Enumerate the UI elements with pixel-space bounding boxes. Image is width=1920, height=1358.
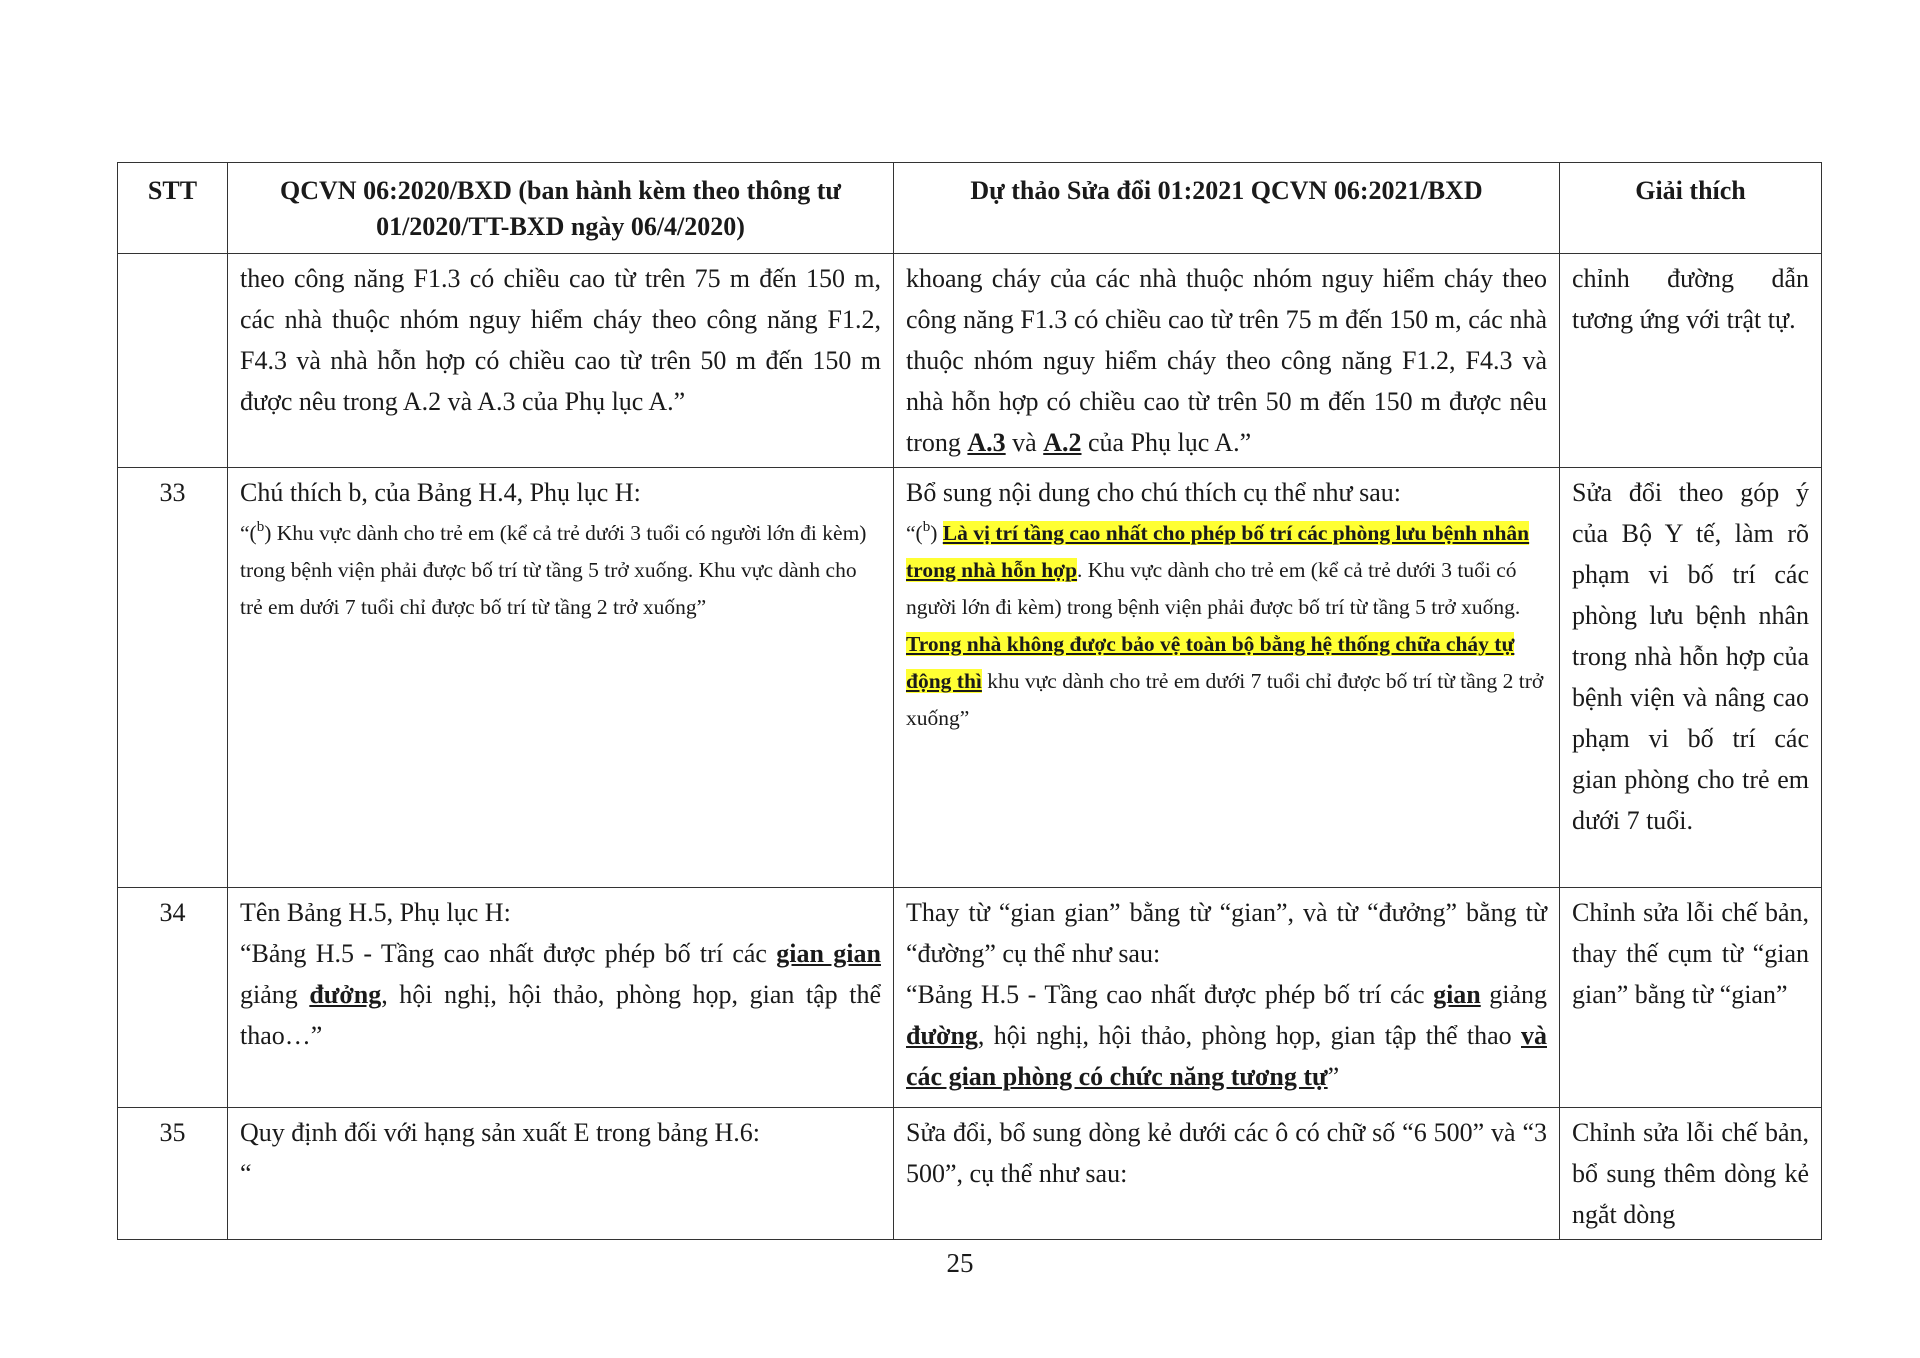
new-text-title: Bổ sung nội dung cho chú thích cụ thể như sau:: [906, 478, 1402, 507]
highlighted-addition: Là vị trí tầng cao nhất cho phép bố trí các phòng lưu bệnh nhân trong nhà hỗn hợp: [906, 521, 1530, 582]
old-text: theo công năng F1.3 có chiều cao từ trên 75 m đến 150 m, các nhà thuộc nhóm nguy hiểm cháy theo công năng F1.2, F4.3 và nhà hỗn hợp có chiều cao từ trên 50 m đến 150 m được nêu trong A.2 và A.3 của Phụ lục A.”: [240, 264, 881, 416]
superscript: b: [256, 518, 265, 535]
header-stt: STT: [118, 163, 228, 254]
text: “Bảng H.5 - Tầng cao nhất được phép bố trí các: [240, 939, 777, 968]
new-text: khoang cháy của các nhà thuộc nhóm nguy hiểm cháy theo công năng F1.3 có chiều cao từ trên 75 m đến 150 m, các nhà thuộc nhóm nguy hiểm cháy theo công năng F1.2, F4.3 và nhà hỗn hợp có chiều cao từ trên 50 m đến 150 m được nêu trong: [906, 264, 1547, 457]
highlighted-addition: Trong nhà không được bảo vệ toàn bộ bằng hệ thống chữa cháy tự động thì: [906, 632, 1515, 693]
table-row-34: [118, 888, 1822, 1108]
explanation-text: Chỉnh sửa lỗi chế bản, bổ sung thêm dòng kẻ ngắt dòng: [1572, 1118, 1809, 1229]
text: giảng: [1480, 980, 1547, 1009]
text: ) Khu vực dành cho trẻ em (kể cả trẻ dưới 3 tuổi có người lớn đi kèm) trong bệnh viện phải được bố trí từ tầng 5 trở xuống. Khu vực dành cho trẻ em dưới 7 tuổi chỉ được bố trí từ tầng 2 trở xuống”: [240, 521, 867, 619]
old-text-title: Tên Bảng H.5, Phụ lục H:: [240, 898, 511, 927]
new-text-cell: [894, 254, 1560, 468]
new-text-ref-a2: A.2: [1043, 428, 1082, 457]
page-number: 25: [946, 1248, 974, 1278]
underlined-term: đường: [906, 1021, 978, 1050]
text: , hội nghị, hội thảo, phòng họp, gian tập thể thao: [977, 1021, 1521, 1050]
revision-table: [117, 162, 1822, 1240]
text: “(: [240, 521, 257, 545]
underlined-addition: và các gian phòng có chức năng tương tự: [906, 1021, 1547, 1091]
old-text-title: Chú thích b, của Bảng H.4, Phụ lục H:: [240, 478, 641, 507]
text: , hội nghị, hội thảo, phòng họp, gian tập thể thao…”: [240, 980, 881, 1050]
new-text: của Phụ lục A.”: [1081, 428, 1252, 457]
new-text: [906, 974, 1547, 1097]
old-text-cell: [228, 254, 894, 468]
explanation-text: Chỉnh sửa lỗi chế bản, thay thế cụm từ “gian gian” bằng từ “gian”: [1572, 898, 1809, 1009]
new-note-text: [906, 515, 1547, 737]
explanation-cell: [1560, 254, 1822, 468]
underlined-term: gian: [1433, 980, 1481, 1009]
text: “Bảng H.5 - Tầng cao nhất được phép bố trí các: [906, 980, 1434, 1009]
text: ): [930, 521, 943, 545]
header-draft-revision: Dự thảo Sửa đổi 01:2021 QCVN 06:2021/BXD: [894, 163, 1560, 254]
old-text-title: Quy định đối với hạng sản xuất E trong bảng H.6:: [240, 1118, 760, 1147]
new-text-cell: [894, 468, 1560, 888]
old-text-cell: [228, 468, 894, 888]
old-text-cell: [228, 1108, 894, 1240]
text: giảng: [240, 980, 310, 1009]
row-stt: 35: [118, 1108, 228, 1240]
new-text: Sửa đổi, bổ sung dòng kẻ dưới các ô có chữ số “6 500” và “3 500”, cụ thể như sau:: [906, 1118, 1547, 1188]
explanation-text: Sửa đổi theo góp ý của Bộ Y tế, làm rõ phạm vi bố trí các phòng lưu bệnh nhân trong nhà hỗn hợp của bệnh viện và nâng cao phạm vi bố trí các gian phòng cho trẻ em dưới 7 tuổi.: [1572, 478, 1809, 835]
row-stt: 34: [118, 888, 228, 1108]
explanation-cell: [1560, 1108, 1822, 1240]
underlined-term: gian gian: [776, 939, 881, 968]
table-header-row: [118, 163, 1822, 254]
old-note-text: [240, 515, 881, 626]
superscript: b: [922, 518, 931, 535]
table-row-35: [118, 1108, 1822, 1240]
explanation-cell: [1560, 468, 1822, 888]
new-text-cell: [894, 888, 1560, 1108]
text: “(: [906, 521, 923, 545]
table-row-continued: [118, 254, 1822, 468]
text: . Khu vực dành cho trẻ em (kể cả trẻ dưới 3 tuổi có người lớn đi kèm) trong bệnh viện phải được bố trí từ tầng 5 trở xuống.: [906, 558, 1521, 619]
explanation-text: chỉnh đường dẫn tương ứng với trật tự.: [1572, 264, 1809, 334]
row-stt: [118, 254, 228, 468]
old-text: [240, 933, 881, 1056]
header-old-regulation: QCVN 06:2020/BXD (ban hành kèm theo thông tư 01/2020/TT-BXD ngày 06/4/2020): [228, 163, 894, 254]
explanation-cell: [1560, 888, 1822, 1108]
old-text-cell: [228, 888, 894, 1108]
text: khu vực dành cho trẻ em dưới 7 tuổi chỉ được bố trí từ tầng 2 trở xuống”: [906, 669, 1544, 730]
table-row-33: [118, 468, 1822, 888]
underlined-term: đưởng: [309, 980, 382, 1009]
new-text-cell: [894, 1108, 1560, 1240]
new-text: và: [1005, 428, 1044, 457]
row-stt: 33: [118, 468, 228, 888]
new-text-ref-a3: A.3: [967, 428, 1006, 457]
header-explanation: Giải thích: [1560, 163, 1822, 254]
new-text-intro: Thay từ “gian gian” bằng từ “gian”, và từ “đưởng” bằng từ “đường” cụ thể như sau:: [906, 898, 1547, 968]
text: ”: [1327, 1062, 1340, 1091]
old-text-quote: “: [240, 1159, 252, 1188]
